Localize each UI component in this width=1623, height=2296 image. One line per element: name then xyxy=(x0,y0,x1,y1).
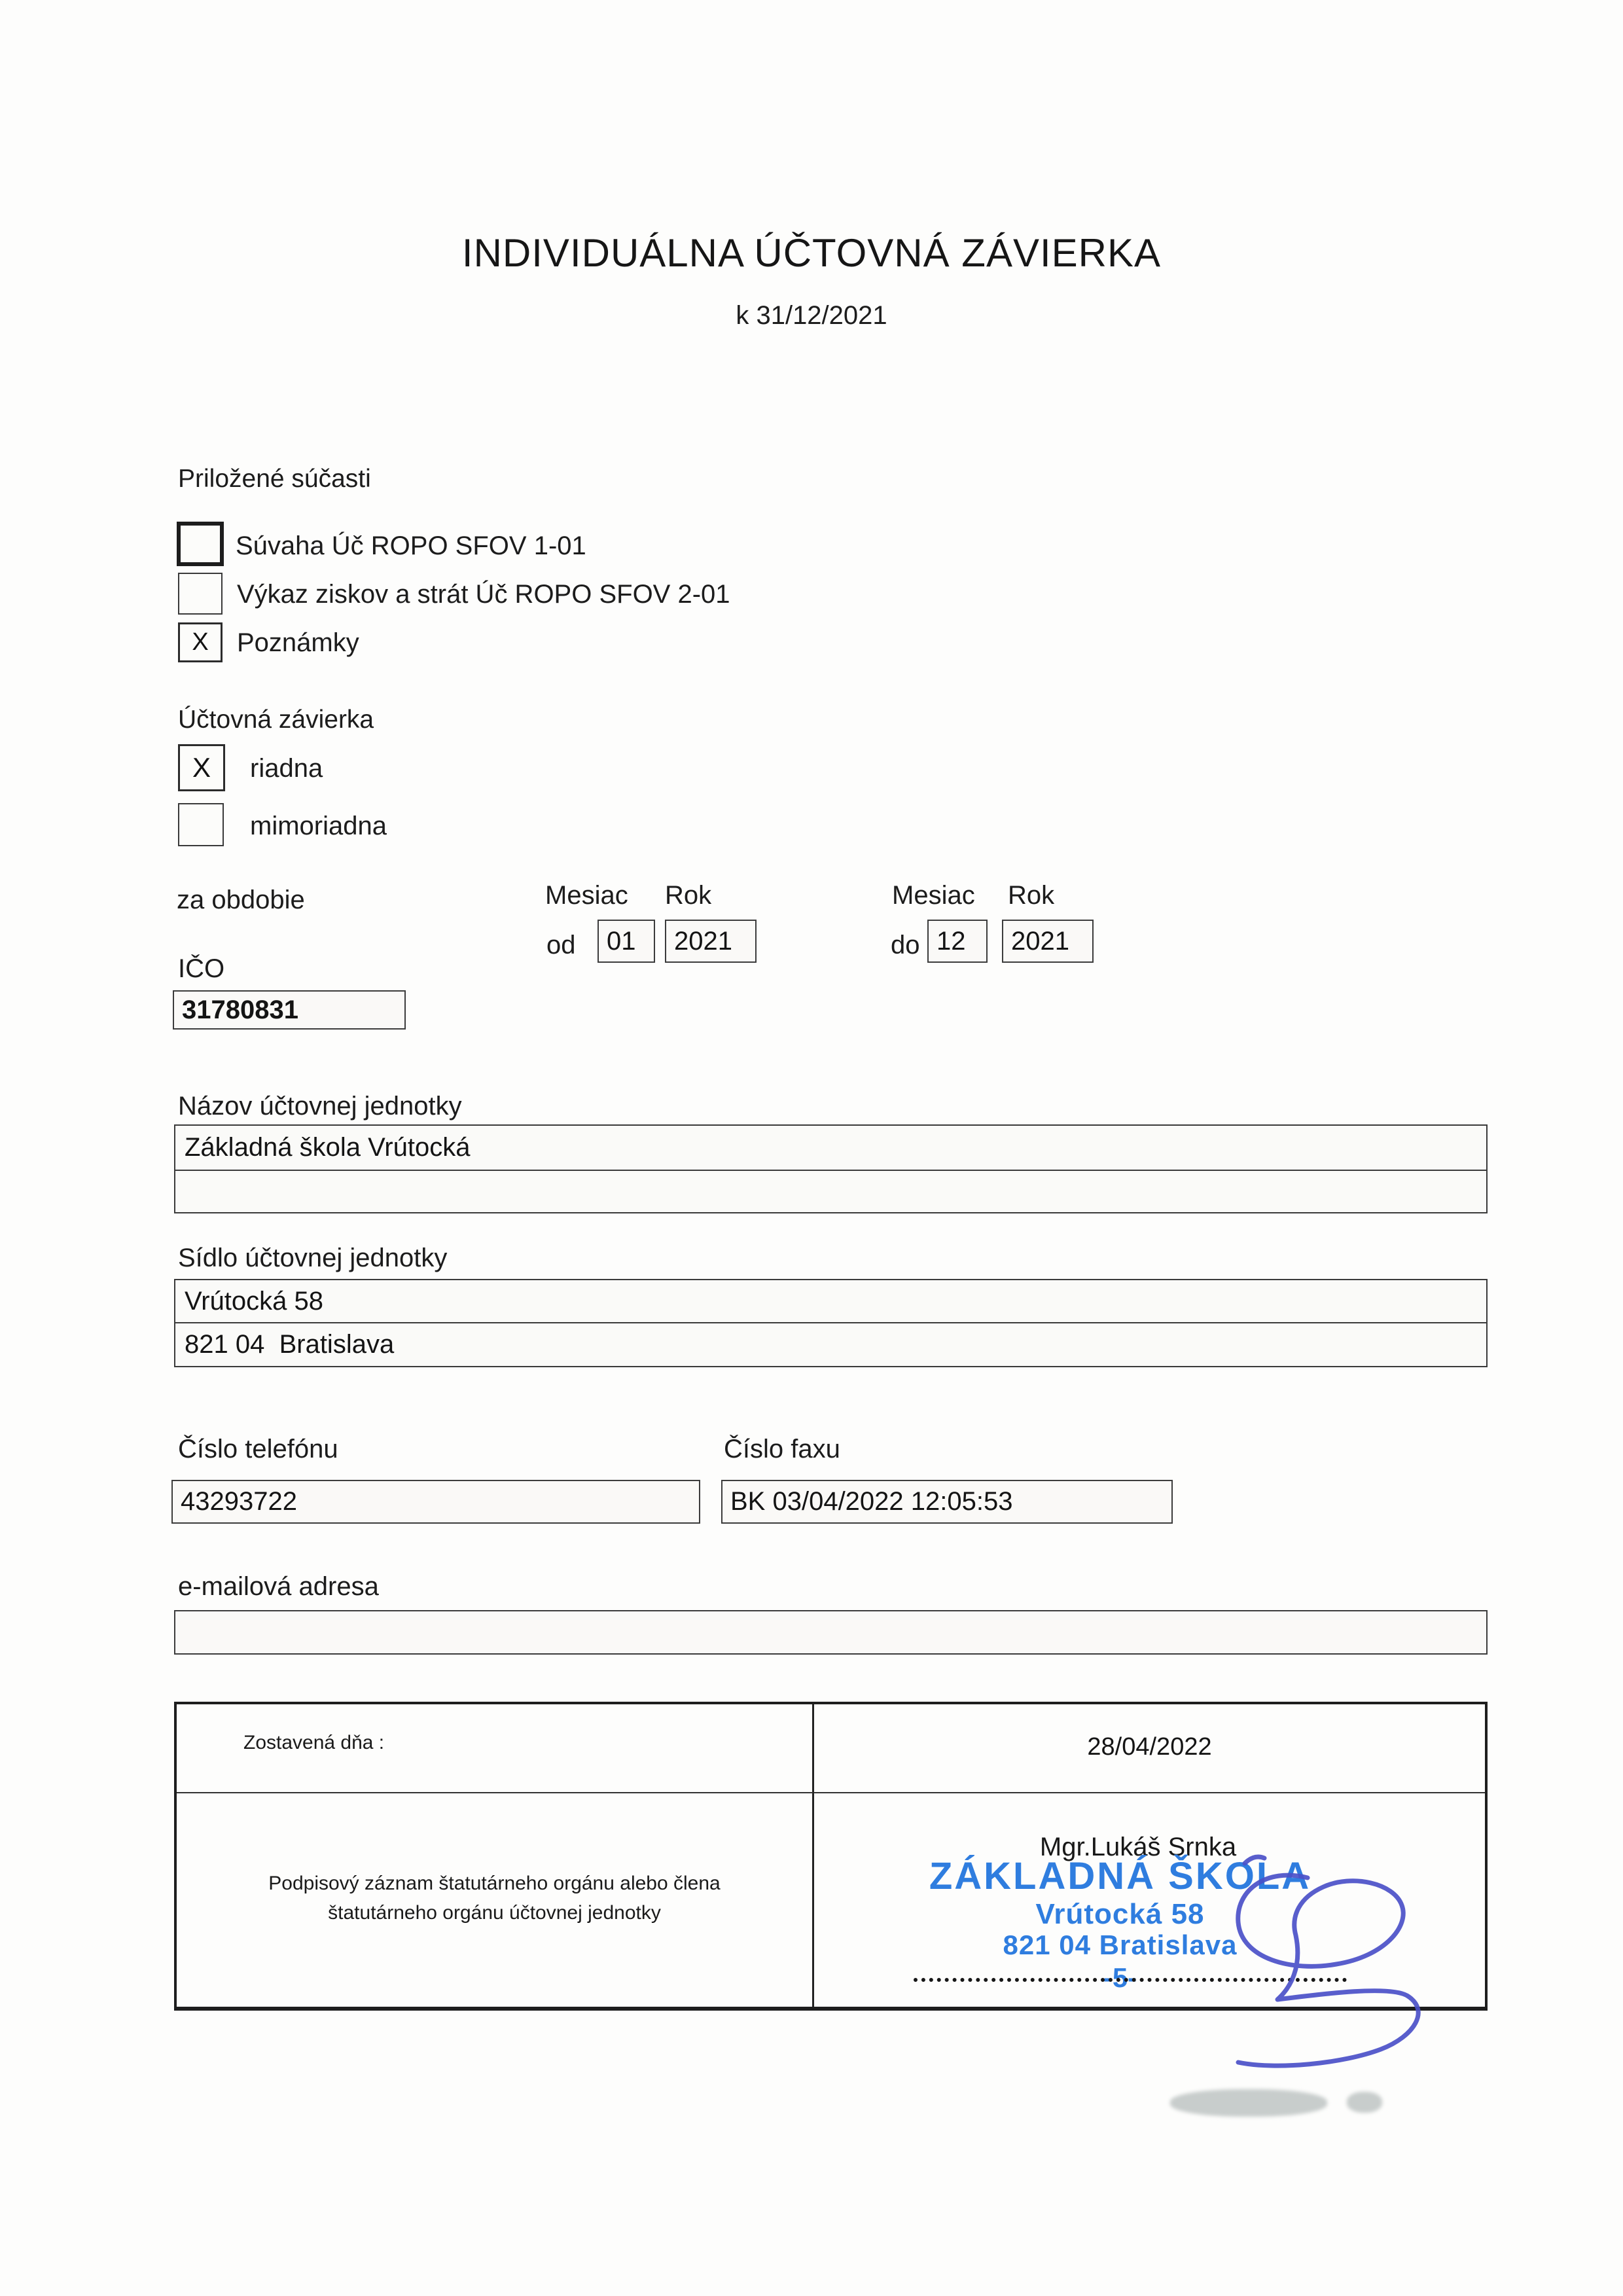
checkbox-riadna-label: riadna xyxy=(250,754,323,783)
compiled-date-value: 28/04/2022 xyxy=(1087,1733,1212,1761)
entity-address-line2: 821 04 Bratislava xyxy=(175,1322,1486,1366)
ico-field xyxy=(173,990,406,1030)
period-to-month-field xyxy=(927,920,988,963)
stamp-city: 821 04 Bratislava xyxy=(1003,1929,1238,1960)
ico-value: 31780831 xyxy=(182,995,298,1024)
phone-field xyxy=(171,1480,700,1524)
entity-address-line1: Vrútocká 58 xyxy=(185,1286,323,1316)
period-from-month-header: Mesiac xyxy=(545,881,628,910)
compiled-date-label: Zostavená dňa : xyxy=(243,1732,385,1753)
checkbox-mimoriadna xyxy=(178,803,224,846)
period-to-label: do xyxy=(891,931,920,960)
email-label: e-mailová adresa xyxy=(178,1572,379,1601)
ico-label: IČO xyxy=(178,954,225,983)
email-field xyxy=(174,1610,1488,1655)
checkbox-mimoriadna-label: mimoriadna xyxy=(250,812,387,840)
stamp-street: Vrútocká 58 xyxy=(1035,1898,1205,1930)
page-subtitle: k 31/12/2021 xyxy=(736,301,887,330)
period-to-year-header: Rok xyxy=(1008,881,1055,910)
signature-table xyxy=(174,1702,1488,2011)
checkbox-vykaz-label: Výkaz ziskov a strát Úč ROPO SFOV 2-01 xyxy=(237,580,730,609)
stamp-number: -5- xyxy=(1103,1962,1137,1993)
period-from-year-field xyxy=(665,920,757,963)
checkbox-suvaha-label: Súvaha Úč ROPO SFOV 1-01 xyxy=(236,531,586,560)
entity-name-label: Názov účtovnej jednotky xyxy=(178,1092,462,1121)
entity-name-field xyxy=(174,1124,1488,1213)
period-to-month-header: Mesiac xyxy=(892,881,975,910)
checkbox-poznamky xyxy=(178,622,223,662)
checkbox-vykaz xyxy=(178,573,223,615)
period-from-year-value: 2021 xyxy=(674,926,732,956)
entity-name-line2 xyxy=(175,1170,1486,1212)
attachments-heading: Priložené súčasti xyxy=(178,465,371,493)
checkbox-suvaha xyxy=(177,522,224,566)
entity-address-field xyxy=(174,1279,1488,1367)
signatory-label xyxy=(177,1869,812,1928)
period-from-month-value: 01 xyxy=(607,926,636,956)
fax-value: BK 03/04/2022 12:05:53 xyxy=(730,1487,1013,1516)
compiled-date-label-cell xyxy=(177,1704,814,1793)
signatory-label-line1: Podpisový záznam štatutárneho orgánu alebo člena xyxy=(268,1873,721,1894)
signatory-label-cell xyxy=(177,1793,814,2007)
period-to-year-field xyxy=(1002,920,1094,963)
signatory-name: Mgr.Lukáš Srnka xyxy=(1039,1833,1237,1861)
checkbox-riadna xyxy=(178,744,225,791)
checkbox-poznamky-label: Poznámky xyxy=(237,628,359,657)
page-title: INDIVIDUÁLNA ÚČTOVNÁ ZÁVIERKA xyxy=(461,231,1162,275)
fax-label: Číslo faxu xyxy=(724,1435,840,1463)
entity-address-label: Sídlo účtovnej jednotky xyxy=(178,1244,448,1272)
period-to-year-value: 2021 xyxy=(1011,926,1069,956)
phone-value: 43293722 xyxy=(181,1487,297,1516)
stamp-school-name: ZÁKLADNÁ ŠKOLA xyxy=(929,1855,1311,1897)
compiled-date-value-cell xyxy=(814,1704,1485,1793)
handwritten-signature xyxy=(1168,1829,1455,2104)
period-from-label: od xyxy=(546,931,576,960)
signatory-label-line2: štatutárneho orgánu účtovnej jednotky xyxy=(328,1902,661,1924)
scan-smudge xyxy=(1170,2089,1327,2117)
period-heading: za obdobie xyxy=(177,886,305,914)
fax-field xyxy=(721,1480,1173,1524)
checkbox-poznamky-mark: X xyxy=(192,628,209,656)
phone-label: Číslo telefónu xyxy=(178,1435,338,1463)
period-from-month-field xyxy=(597,920,655,963)
closing-type-heading: Účtovná závierka xyxy=(178,706,374,734)
period-from-year-header: Rok xyxy=(665,881,712,910)
period-to-month-value: 12 xyxy=(936,926,966,956)
signature-cell xyxy=(814,1793,1485,2007)
scan-smudge xyxy=(1347,2092,1382,2113)
checkbox-riadna-mark: X xyxy=(192,752,211,783)
entity-name-line1: Základná škola Vrútocká xyxy=(185,1133,471,1162)
